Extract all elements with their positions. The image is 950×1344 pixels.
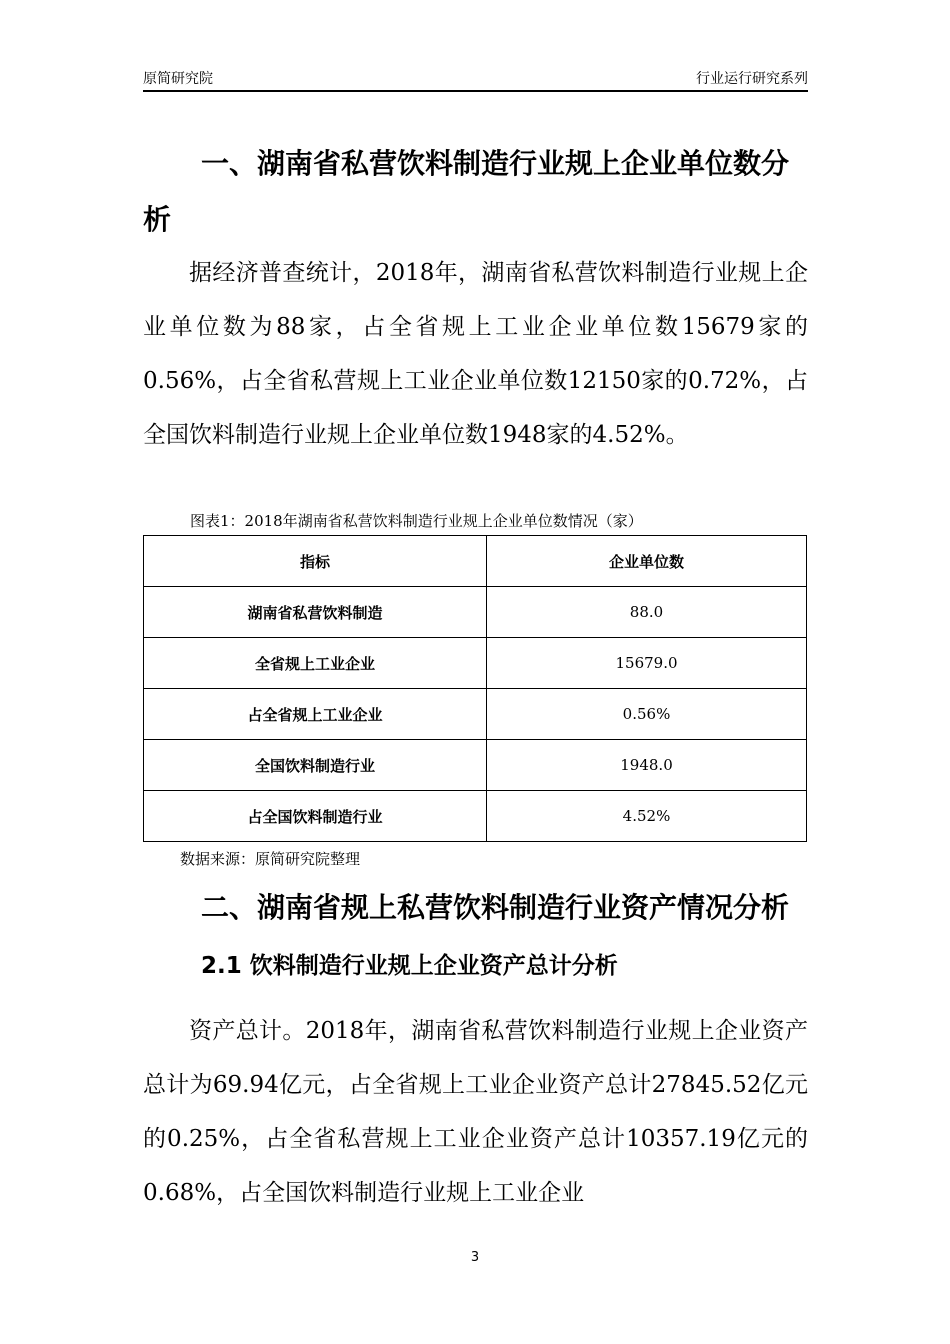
table-cell-value: 88.0 [487, 587, 807, 638]
section2-paragraph: 资产总计。2018年，湖南省私营饮料制造行业规上企业资产总计为69.94亿元，占全省规上工业企业资产总计27845.52亿元的0.25%，占全省私营规上工业企业资产总计10357.19亿元的0.68%，占全国饮料制造行业规上工业企业 [143, 1018, 808, 1206]
table-cell-label: 占全国饮料制造行业 [144, 791, 487, 842]
table-cell-value: 0.56% [487, 689, 807, 740]
table-row [144, 791, 807, 842]
table-source: 数据来源：原简研究院整理 [180, 850, 361, 868]
table-header-count: 企业单位数 [487, 536, 807, 587]
section1-paragraph: 据经济普查统计，2018年，湖南省私营饮料制造行业规上企业单位数为88家，占全省规上工业企业单位数15679家的0.56%，占全省私营规上工业企业单位数12150家的0.72%，占全国饮料制造行业规上企业单位数1948家的4.52%。 [143, 260, 808, 448]
table-cell-value: 1948.0 [487, 740, 807, 791]
table-row [144, 689, 807, 740]
table-cell-value: 15679.0 [487, 638, 807, 689]
table-row [144, 638, 807, 689]
data-table [143, 535, 807, 842]
table-caption: 图表1：2018年湖南省私营饮料制造行业规上企业单位数情况（家） [190, 512, 643, 530]
table-row [144, 587, 807, 638]
section1-title: 一、湖南省私营饮料制造行业规上企业单位数分析 [143, 147, 790, 236]
table-cell-label: 全国饮料制造行业 [144, 740, 487, 791]
page-header [143, 68, 808, 92]
header-publisher: 原简研究院 [143, 71, 213, 87]
table-cell-label: 湖南省私营饮料制造 [144, 587, 487, 638]
header-series: 行业运行研究系列 [696, 71, 808, 87]
table-header-indicator: 指标 [144, 536, 487, 587]
table-row [144, 740, 807, 791]
table-cell-label: 占全省规上工业企业 [144, 689, 487, 740]
table-cell-label: 全省规上工业企业 [144, 638, 487, 689]
page-number: 3 [470, 1250, 480, 1265]
section2-title: 二、湖南省规上私营饮料制造行业资产情况分析 [201, 891, 790, 924]
section2-subtitle: 2.1 饮料制造行业规上企业资产总计分析 [201, 953, 618, 979]
table-header-row [144, 536, 807, 587]
table-cell-value: 4.52% [487, 791, 807, 842]
